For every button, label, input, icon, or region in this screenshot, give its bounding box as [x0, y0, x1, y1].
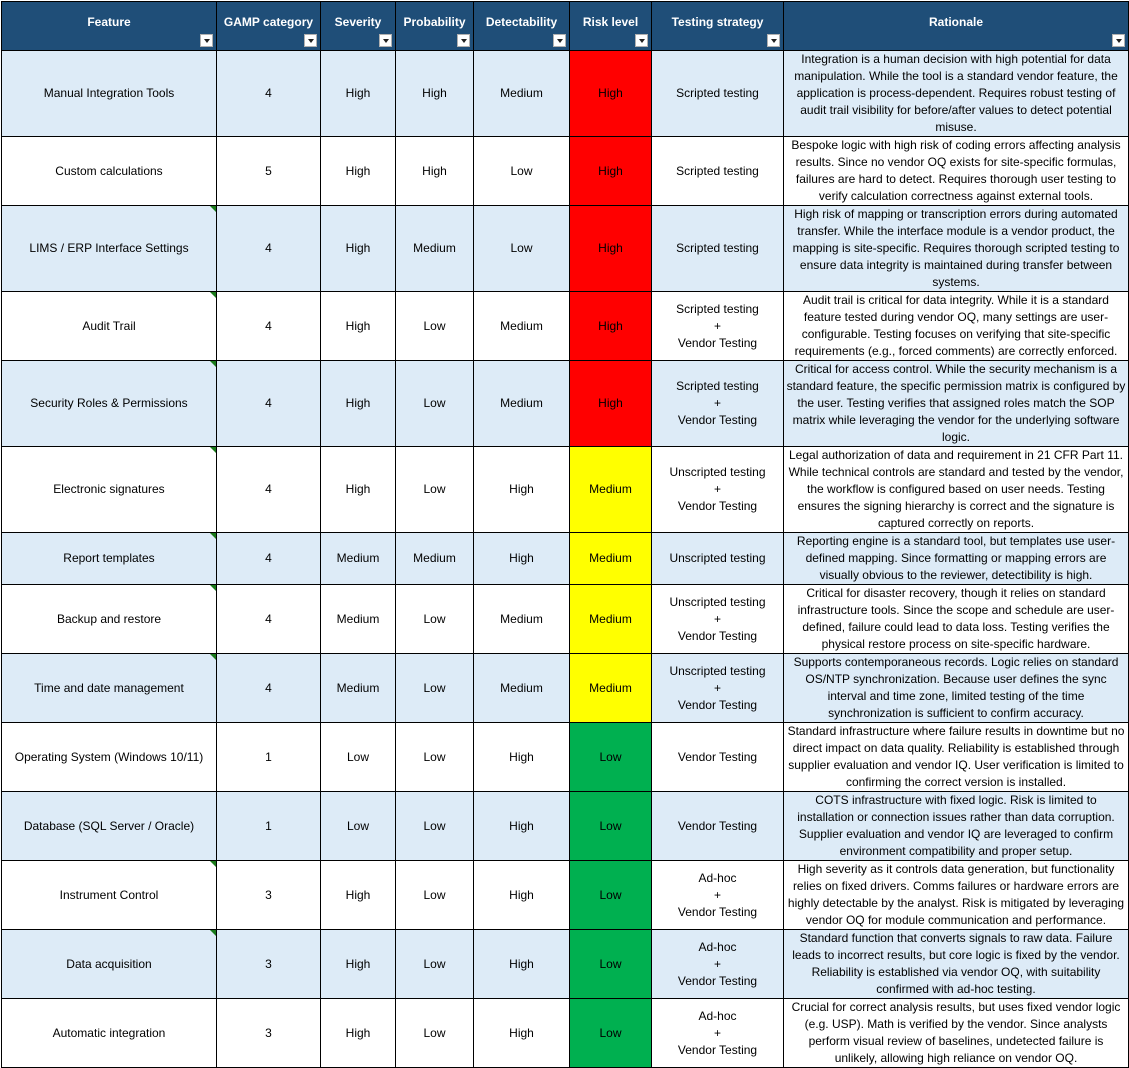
filter-dropdown-icon[interactable]: [767, 34, 780, 47]
header-label: Rationale: [928, 14, 983, 29]
risk-level-cell[interactable]: Low: [570, 999, 652, 1068]
header-probability: [396, 2, 474, 51]
rationale-cell[interactable]: High severity as it controls data generation, but functionality relies on fixed drivers. Comms failures or hardware errors are highly detectable by the analyst. Risk is mitigated by leveraging vendor OQ for module communication and performance.: [784, 861, 1129, 930]
header-label: GAMP category: [223, 14, 314, 29]
severity-cell[interactable]: High: [321, 292, 396, 361]
comment-indicator-icon[interactable]: [210, 292, 216, 298]
filter-dropdown-icon[interactable]: [379, 34, 392, 47]
header-row: [2, 2, 1129, 51]
table-row: [2, 137, 1129, 206]
testing-strategy-cell[interactable]: [652, 137, 784, 206]
probability-cell[interactable]: Low: [396, 999, 474, 1068]
testing-strategy-cell[interactable]: [652, 447, 784, 533]
strategy-line: Unscripted testing: [669, 594, 766, 609]
testing-strategy-cell[interactable]: [652, 292, 784, 361]
table-row: [2, 292, 1129, 361]
gamp-category-cell[interactable]: 5: [217, 137, 321, 206]
strategy-line: Scripted testing: [676, 163, 759, 178]
risk-level-cell[interactable]: High: [570, 206, 652, 292]
strategy-line: Vendor Testing: [677, 749, 758, 764]
table-row: [2, 585, 1129, 654]
feature-cell[interactable]: [2, 861, 217, 930]
probability-cell[interactable]: Low: [396, 792, 474, 861]
risk-assessment-table: [1, 1, 1129, 1068]
strategy-line: Vendor Testing: [677, 904, 758, 919]
header-label: Feature: [87, 14, 131, 29]
strategy-line: +: [713, 611, 721, 626]
strategy-line: Vendor Testing: [677, 628, 758, 643]
table-row: [2, 533, 1129, 585]
risk-level-cell[interactable]: High: [570, 361, 652, 447]
strategy-line: Vendor Testing: [677, 697, 758, 712]
severity-cell[interactable]: High: [321, 361, 396, 447]
strategy-line: +: [713, 1025, 721, 1040]
severity-cell[interactable]: High: [321, 447, 396, 533]
header-label: Detectability: [485, 14, 558, 29]
strategy-line: +: [713, 680, 721, 695]
strategy-line: Scripted testing: [676, 241, 759, 255]
strategy-line: +: [713, 482, 721, 496]
testing-strategy-cell[interactable]: [652, 792, 784, 861]
rationale-cell[interactable]: Standard infrastructure where failure results in downtime but no direct impact on data quality. Reliability is established through supplier evaluation and vendor IQ. User verification is limited to confirming the correct version is installed.: [784, 723, 1129, 792]
comment-indicator-icon[interactable]: [210, 930, 216, 936]
rationale-cell[interactable]: Legal authorization of data and requirement in 21 CFR Part 11. While technical controls are standard and tested by the vendor, the workflow is configured based on user needs. Testing ensures the signing hierarchy is correct and the signature is captured correctly on reports.: [784, 447, 1129, 533]
table-row: [2, 361, 1129, 447]
gamp-category-cell[interactable]: 3: [217, 930, 321, 999]
feature-label: LIMS / ERP Interface Settings: [29, 241, 189, 255]
severity-cell[interactable]: High: [321, 930, 396, 999]
strategy-line: Vendor Testing: [677, 818, 758, 833]
strategy-line: Ad-hoc: [698, 939, 737, 954]
risk-level-cell[interactable]: Low: [570, 861, 652, 930]
risk-level-cell[interactable]: High: [570, 137, 652, 206]
table-row: [2, 206, 1129, 292]
comment-indicator-icon[interactable]: [210, 654, 216, 660]
risk-level-cell[interactable]: Medium: [570, 654, 652, 723]
feature-cell[interactable]: [2, 585, 217, 654]
gamp-category-cell[interactable]: 1: [217, 723, 321, 792]
probability-cell[interactable]: Low: [396, 361, 474, 447]
gamp-category-cell[interactable]: 1: [217, 792, 321, 861]
filter-dropdown-icon[interactable]: [1112, 34, 1125, 47]
feature-cell[interactable]: Manual Integration Tools: [2, 51, 217, 137]
table-row: [2, 51, 1129, 137]
testing-strategy-cell[interactable]: [652, 930, 784, 999]
probability-cell[interactable]: Low: [396, 723, 474, 792]
risk-level-cell[interactable]: Low: [570, 792, 652, 861]
feature-label: Report templates: [63, 551, 155, 565]
feature-label: Data acquisition: [66, 956, 152, 971]
gamp-category-cell[interactable]: 3: [217, 999, 321, 1068]
rationale-cell[interactable]: COTS infrastructure with fixed logic. Risk is limited to installation or connection issues rather than data corruption. Supplier evaluation and vendor IQ are leveraged to confirm environment compatibility and proper setup.: [784, 792, 1129, 861]
gamp-category-cell[interactable]: 4: [217, 292, 321, 361]
detectability-cell[interactable]: High: [474, 861, 570, 930]
testing-strategy-cell[interactable]: [652, 533, 784, 585]
detectability-cell[interactable]: High: [474, 447, 570, 533]
testing-strategy-cell[interactable]: [652, 361, 784, 447]
risk-level-cell[interactable]: Low: [570, 723, 652, 792]
header-rationale: [784, 2, 1129, 51]
table-row: [2, 723, 1129, 792]
detectability-cell[interactable]: Low: [474, 206, 570, 292]
severity-cell[interactable]: High: [321, 999, 396, 1068]
gamp-category-cell[interactable]: 4: [217, 206, 321, 292]
strategy-line: Scripted testing: [676, 301, 759, 316]
strategy-line: Vendor Testing: [677, 499, 758, 513]
feature-label: Security Roles & Permissions: [30, 396, 188, 410]
comment-indicator-icon[interactable]: [210, 206, 216, 212]
detectability-cell[interactable]: High: [474, 792, 570, 861]
header-label: Testing strategy: [671, 14, 764, 29]
comment-indicator-icon[interactable]: [210, 361, 216, 367]
probability-cell[interactable]: Low: [396, 292, 474, 361]
testing-strategy-cell[interactable]: [652, 51, 784, 137]
strategy-line: Vendor Testing: [677, 1042, 758, 1057]
severity-cell[interactable]: Low: [321, 792, 396, 861]
feature-cell[interactable]: [2, 361, 217, 447]
strategy-line: Vendor Testing: [677, 413, 758, 427]
filter-dropdown-icon[interactable]: [635, 34, 648, 47]
filter-dropdown-icon[interactable]: [553, 34, 566, 47]
table-row: [2, 792, 1129, 861]
probability-cell[interactable]: Low: [396, 861, 474, 930]
strategy-line: Unscripted testing: [669, 465, 766, 479]
header-label: Severity: [334, 14, 382, 29]
strategy-line: Unscripted testing: [669, 663, 766, 678]
feature-label: Audit Trail: [82, 318, 136, 333]
detectability-cell[interactable]: Medium: [474, 585, 570, 654]
feature-cell[interactable]: [2, 654, 217, 723]
testing-strategy-cell[interactable]: [652, 585, 784, 654]
rationale-cell[interactable]: Audit trail is critical for data integrity. While it is a standard feature tested during vendor OQ, many settings are user-configurable. Testing focuses on verifying that site-specific requirements (e.g., forced comments) are correctly enforced.: [784, 292, 1129, 361]
feature-cell[interactable]: Database (SQL Server / Oracle): [2, 792, 217, 861]
rationale-cell[interactable]: Crucial for correct analysis results, but uses fixed vendor logic (e.g. USP). Math is verified by the vendor. Since analysts perform visual review of baselines, undetected failure is unlikely, allowing high reliance on vendor OQ.: [784, 999, 1129, 1068]
testing-strategy-cell[interactable]: [652, 654, 784, 723]
table-row: [2, 930, 1129, 999]
risk-level-cell[interactable]: Low: [570, 930, 652, 999]
feature-label: Backup and restore: [56, 611, 162, 626]
probability-cell[interactable]: Low: [396, 585, 474, 654]
table-row: [2, 999, 1129, 1068]
gamp-category-cell[interactable]: 4: [217, 585, 321, 654]
table-row: [2, 861, 1129, 930]
testing-strategy-cell[interactable]: [652, 206, 784, 292]
probability-cell[interactable]: Low: [396, 930, 474, 999]
rationale-cell[interactable]: Standard function that converts signals to raw data. Failure leads to incorrect results, but core logic is fixed by the vendor. Reliability is established via vendor OQ, with suitability confirmed with ad-hoc testing.: [784, 930, 1129, 999]
risk-level-cell[interactable]: High: [570, 51, 652, 137]
gamp-category-cell[interactable]: 4: [217, 447, 321, 533]
feature-cell[interactable]: [2, 930, 217, 999]
rationale-cell[interactable]: High risk of mapping or transcription errors during automated transfer. While the interface module is a vendor product, the mapping is site-specific. Requires thorough scripted testing to ensure data integrity is maintained during transfer between systems.: [784, 206, 1129, 292]
filter-dropdown-icon[interactable]: [200, 34, 213, 47]
detectability-cell[interactable]: Medium: [474, 361, 570, 447]
severity-cell[interactable]: Low: [321, 723, 396, 792]
severity-cell[interactable]: High: [321, 861, 396, 930]
gamp-category-cell[interactable]: 3: [217, 861, 321, 930]
gamp-category-cell[interactable]: 4: [217, 654, 321, 723]
rationale-cell[interactable]: Reporting engine is a standard tool, but templates use user-defined mapping. Since formatting or mapping errors are visually obvious to the reviewer, detectibility is high.: [784, 533, 1129, 585]
rationale-cell[interactable]: Supports contemporaneous records. Logic relies on standard OS/NTP synchronization. Because user defines the sync interval and time zone, limited testing of the time synchronization is sufficient to confirm accuracy.: [784, 654, 1129, 723]
risk-level-cell[interactable]: Medium: [570, 585, 652, 654]
rationale-cell[interactable]: Critical for disaster recovery, though it relies on standard infrastructure tools. Since the scope and schedule are user-defined, failure could lead to data loss. Testing verifies the physical restore process on site-specific hardware.: [784, 585, 1129, 654]
filter-dropdown-icon[interactable]: [304, 34, 317, 47]
strategy-line: Ad-hoc: [698, 1008, 737, 1023]
probability-cell[interactable]: Low: [396, 654, 474, 723]
probability-cell[interactable]: Medium: [396, 533, 474, 585]
header-label: Risk level: [582, 14, 639, 29]
comment-indicator-icon[interactable]: [210, 585, 216, 591]
feature-label: Electronic signatures: [53, 482, 165, 496]
detectability-cell[interactable]: Medium: [474, 292, 570, 361]
table-row: [2, 447, 1129, 533]
severity-cell[interactable]: High: [321, 137, 396, 206]
strategy-line: +: [713, 887, 721, 902]
severity-cell[interactable]: Medium: [321, 533, 396, 585]
probability-cell[interactable]: Low: [396, 447, 474, 533]
detectability-cell[interactable]: High: [474, 930, 570, 999]
strategy-line: Vendor Testing: [677, 973, 758, 988]
rationale-cell[interactable]: Bespoke logic with high risk of coding errors affecting analysis results. Since no vendor OQ exists for site-specific formulas, failures are hard to detect. Requires thorough user testing to verify calculation correctness against external tools.: [784, 137, 1129, 206]
gamp-category-cell[interactable]: 4: [217, 533, 321, 585]
strategy-line: Scripted testing: [676, 86, 759, 100]
detectability-cell[interactable]: High: [474, 533, 570, 585]
detectability-cell[interactable]: High: [474, 723, 570, 792]
severity-cell[interactable]: Medium: [321, 654, 396, 723]
feature-cell[interactable]: Custom calculations: [2, 137, 217, 206]
comment-indicator-icon[interactable]: [210, 861, 216, 867]
gamp-category-cell[interactable]: 4: [217, 361, 321, 447]
table-row: [2, 654, 1129, 723]
detectability-cell[interactable]: Medium: [474, 654, 570, 723]
strategy-line: +: [713, 396, 721, 410]
severity-cell[interactable]: Medium: [321, 585, 396, 654]
detectability-cell[interactable]: High: [474, 999, 570, 1068]
header-detectability: [474, 2, 570, 51]
severity-cell[interactable]: High: [321, 51, 396, 137]
testing-strategy-cell[interactable]: [652, 861, 784, 930]
probability-cell[interactable]: High: [396, 51, 474, 137]
header-severity: [321, 2, 396, 51]
feature-label: Instrument Control: [59, 887, 159, 902]
strategy-line: +: [713, 956, 721, 971]
feature-cell[interactable]: [2, 292, 217, 361]
detectability-cell[interactable]: Medium: [474, 51, 570, 137]
comment-indicator-icon[interactable]: [210, 447, 216, 453]
comment-indicator-icon[interactable]: [210, 533, 216, 539]
probability-cell[interactable]: High: [396, 137, 474, 206]
feature-cell[interactable]: Automatic integration: [2, 999, 217, 1068]
header-gamp-category: [217, 2, 321, 51]
feature-label: Time and date management: [34, 680, 184, 695]
feature-cell[interactable]: [2, 206, 217, 292]
feature-cell[interactable]: [2, 447, 217, 533]
strategy-line: Vendor Testing: [677, 335, 758, 350]
strategy-line: Ad-hoc: [698, 870, 737, 885]
header-testing-strategy: [652, 2, 784, 51]
probability-cell[interactable]: Medium: [396, 206, 474, 292]
strategy-line: +: [713, 318, 721, 333]
rationale-cell[interactable]: Integration is a human decision with high potential for data manipulation. While the tool is a standard vendor feature, the application is process-dependent. Requires robust testing of audit trail visibility for before/after values to detect potential misuse.: [784, 51, 1129, 137]
strategy-line: Scripted testing: [676, 379, 759, 393]
filter-dropdown-icon[interactable]: [457, 34, 470, 47]
header-risk-level: [570, 2, 652, 51]
risk-level-cell[interactable]: Medium: [570, 533, 652, 585]
feature-cell[interactable]: [2, 533, 217, 585]
header-feature: [2, 2, 217, 51]
testing-strategy-cell[interactable]: [652, 723, 784, 792]
risk-level-cell[interactable]: High: [570, 292, 652, 361]
rationale-cell[interactable]: Critical for access control. While the security mechanism is a standard feature, the specific permission matrix is configured by the user. Testing verifies that assigned roles match the SOP matrix while leveraging the vendor for the underlying software logic.: [784, 361, 1129, 447]
header-label: Probability: [403, 14, 466, 29]
testing-strategy-cell[interactable]: [652, 999, 784, 1068]
detectability-cell[interactable]: Low: [474, 137, 570, 206]
gamp-category-cell[interactable]: 4: [217, 51, 321, 137]
risk-level-cell[interactable]: Medium: [570, 447, 652, 533]
feature-cell[interactable]: Operating System (Windows 10/11): [2, 723, 217, 792]
severity-cell[interactable]: High: [321, 206, 396, 292]
strategy-line: Unscripted testing: [669, 551, 766, 565]
